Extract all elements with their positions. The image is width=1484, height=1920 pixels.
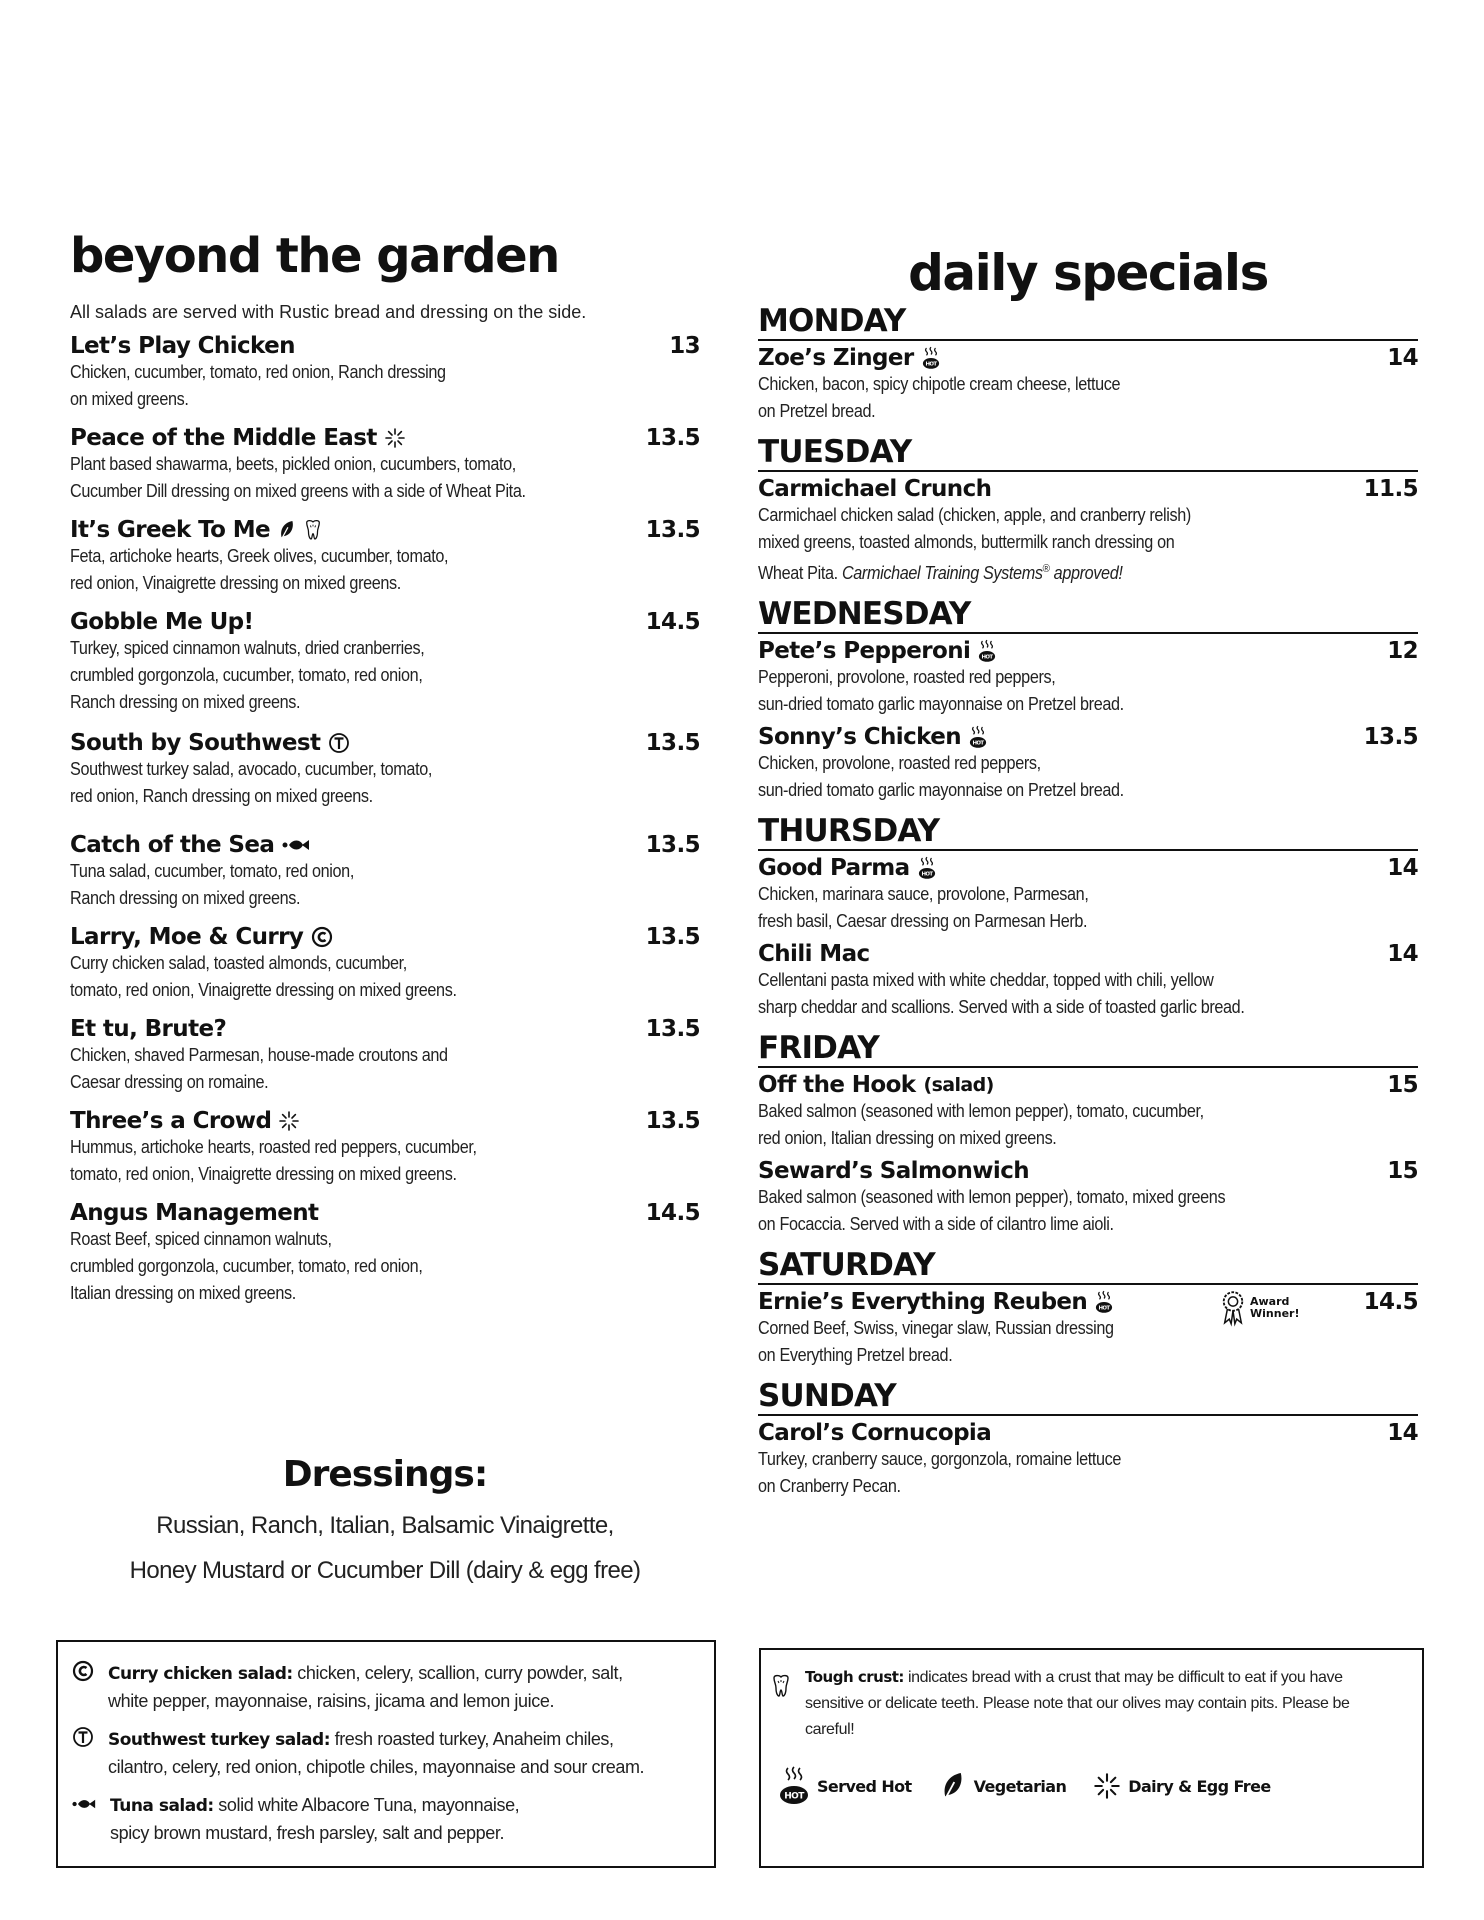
- dairy-egg-free-icon: [385, 428, 405, 448]
- item-price: 12: [1387, 638, 1418, 664]
- item-desc-line: Southwest turkey salad, avocado, cucumber, tomato,: [70, 759, 433, 779]
- desc-italic: approved!: [1053, 563, 1123, 583]
- legend-text: sensitive or delicate teeth. Please note that our olives may contain pits. Please be: [805, 1695, 1350, 1712]
- item-desc-line: Hummus, artichoke hearts, roasted red peppers, cucumber,: [70, 1137, 477, 1157]
- item-desc-line: [758, 556, 1417, 587]
- item-price: 13.5: [645, 425, 700, 451]
- item-price: 13.5: [645, 730, 700, 756]
- desc-text: Wheat Pita.: [758, 563, 838, 583]
- curry-chicken-icon: [311, 926, 333, 948]
- item-desc-line: crumbled gorgonzola, cucumber, tomato, red onion,: [70, 1256, 423, 1276]
- item-desc-line: Baked salmon (seasoned with lemon pepper), tomato, mixed greens: [758, 1187, 1226, 1207]
- hot-badge-text: HOT: [784, 1791, 804, 1802]
- item-price: 14.5: [645, 609, 700, 635]
- item-desc-line: Roast Beef, spiced cinnamon walnuts,: [70, 1229, 332, 1249]
- item-desc-line: Ranch dressing on mixed greens.: [70, 888, 301, 908]
- item-desc-line: Chicken, cucumber, tomato, red onion, Ranch dressing: [70, 362, 446, 382]
- southwest-turkey-icon: [328, 732, 350, 754]
- item-price: 13.5: [1363, 724, 1418, 750]
- menu-item: [758, 855, 1418, 935]
- southwest-turkey-icon: [72, 1726, 94, 1748]
- day-thursday: THURSDAY: [758, 816, 1418, 851]
- menu-item: [758, 1420, 1418, 1500]
- garden-title: beyond the garden: [70, 228, 559, 284]
- item-desc-line: Feta, artichoke hearts, Greek olives, cucumber, tomato,: [70, 546, 449, 566]
- salad-footnotes-box: [56, 1640, 716, 1868]
- item-price: 14: [1387, 855, 1418, 881]
- item-name: Three’s a Crowd: [70, 1108, 272, 1134]
- item-price: 11.5: [1363, 476, 1418, 502]
- menu-item: [758, 1289, 1418, 1369]
- item-desc-line: tomato, red onion, Vinaigrette dressing on mixed greens.: [70, 1164, 457, 1184]
- item-name: It’s Greek To Me: [70, 517, 271, 543]
- footnote-text: cilantro, celery, red onion, chipotle chiles, mayonnaise and sour cream.: [108, 1757, 645, 1777]
- item-name: South by Southwest: [70, 730, 321, 756]
- item-desc-line: Turkey, spiced cinnamon walnuts, dried cranberries,: [70, 638, 425, 658]
- menu-item: [70, 1108, 700, 1188]
- day-tuesday: TUESDAY: [758, 437, 1418, 472]
- garden-section: [70, 228, 700, 1307]
- footnote-text: fresh roasted turkey, Anaheim chiles,: [330, 1729, 614, 1749]
- item-desc-line: Italian dressing on mixed greens.: [70, 1283, 296, 1303]
- item-name: Ernie’s Everything Reuben: [758, 1289, 1088, 1315]
- item-desc-line: tomato, red onion, Vinaigrette dressing on mixed greens.: [70, 980, 457, 1000]
- menu-item: [70, 1016, 700, 1096]
- item-desc-line: Chicken, provolone, roasted red peppers,: [758, 753, 1041, 773]
- legend-box: [759, 1648, 1424, 1868]
- served-hot-icon: [922, 346, 940, 370]
- item-desc-line: Carmichael chicken salad (chicken, apple, and cranberry relish): [758, 505, 1191, 525]
- item-name: Off the Hook: [758, 1072, 916, 1098]
- item-name: Pete’s Pepperoni: [758, 638, 971, 664]
- item-price: 13: [669, 333, 700, 359]
- item-name: Catch of the Sea: [70, 832, 275, 858]
- curry-chicken-icon: [72, 1660, 94, 1682]
- menu-item: [758, 724, 1418, 804]
- footnote-text: spicy brown mustard, fresh parsley, salt and pepper.: [110, 1823, 505, 1843]
- desc-italic: Carmichael Training Systems: [841, 563, 1043, 583]
- fish-icon: [72, 1796, 96, 1812]
- item-price: 14.5: [1363, 1289, 1418, 1315]
- item-desc-line: sun-dried tomato garlic mayonnaise on Pretzel bread.: [758, 780, 1124, 800]
- item-desc-line: Plant based shawarma, beets, pickled onion, cucumbers, tomato,: [70, 454, 516, 474]
- item-desc-line: Baked salmon (seasoned with lemon pepper), tomato, cucumber,: [758, 1101, 1204, 1121]
- item-name: Carol’s Cornucopia: [758, 1420, 992, 1446]
- item-name: Et tu, Brute?: [70, 1016, 227, 1042]
- menu-item: [758, 638, 1418, 718]
- legend-label: Served Hot: [817, 1776, 912, 1796]
- legend-tough-crust: [771, 1664, 1350, 1743]
- legend-vegetarian: [940, 1769, 1067, 1803]
- item-desc-line: Caesar dressing on romaine.: [70, 1072, 269, 1092]
- item-name: Larry, Moe & Curry: [70, 924, 304, 950]
- menu-item: [70, 425, 700, 505]
- item-desc-line: Cucumber Dill dressing on mixed greens with a side of Wheat Pita.: [70, 481, 526, 501]
- menu-item: [758, 476, 1418, 587]
- footnote-curry: [72, 1660, 623, 1715]
- dairy-egg-free-icon: [1094, 1773, 1120, 1799]
- menu-item: [70, 924, 700, 1004]
- dressings-section: [70, 1454, 700, 1593]
- menu-item: [70, 609, 700, 716]
- item-desc-line: on Everything Pretzel bread.: [758, 1345, 953, 1365]
- item-desc-line: Chicken, marinara sauce, provolone, Parmesan,: [758, 884, 1089, 904]
- menu-item: [758, 941, 1418, 1021]
- footnote-label: Curry chicken salad:: [108, 1664, 293, 1684]
- item-price: 14: [1387, 1420, 1418, 1446]
- garden-intro: All salads are served with Rustic bread and dressing on the side.: [70, 302, 587, 322]
- item-name: Gobble Me Up!: [70, 609, 254, 635]
- item-name: Seward’s Salmonwich: [758, 1158, 1030, 1184]
- item-price: 13.5: [645, 924, 700, 950]
- day-wednesday: WEDNESDAY: [758, 599, 1418, 634]
- award-text: Award: [1250, 1295, 1290, 1308]
- menu-item: [758, 345, 1418, 425]
- footnote-text: white pepper, mayonnaise, raisins, jicama and lemon juice.: [108, 1691, 555, 1711]
- item-name: Sonny’s Chicken: [758, 724, 961, 750]
- item-desc-line: sun-dried tomato garlic mayonnaise on Pretzel bread.: [758, 694, 1124, 714]
- item-desc-line: on Cranberry Pecan.: [758, 1476, 901, 1496]
- menu-item: [758, 1158, 1418, 1238]
- menu-item: [70, 730, 700, 810]
- legend-label: Dairy & Egg Free: [1128, 1776, 1271, 1796]
- item-desc-line: red onion, Italian dressing on mixed greens.: [758, 1128, 1057, 1148]
- menu-item: [70, 517, 700, 597]
- item-desc-line: crumbled gorgonzola, cucumber, tomato, red onion,: [70, 665, 423, 685]
- item-name: Carmichael Crunch: [758, 476, 992, 502]
- footnote-label: Tuna salad:: [110, 1796, 214, 1816]
- item-desc-line: Ranch dressing on mixed greens.: [70, 692, 301, 712]
- legend-icons: [779, 1766, 1271, 1806]
- item-desc-line: Cellentani pasta mixed with white cheddar, topped with chili, yellow: [758, 970, 1214, 990]
- item-desc-line: red onion, Vinaigrette dressing on mixed greens.: [70, 573, 401, 593]
- item-name: Peace of the Middle East: [70, 425, 377, 451]
- tough-crust-icon: [771, 1674, 791, 1698]
- item-desc-line: Curry chicken salad, toasted almonds, cucumber,: [70, 953, 407, 973]
- item-price: 13.5: [645, 517, 700, 543]
- item-name: Zoe’s Zinger: [758, 345, 914, 371]
- dressings-line: Russian, Ranch, Italian, Balsamic Vinaigrette,: [156, 1512, 614, 1539]
- item-price: 13.5: [645, 1016, 700, 1042]
- legend-label: Vegetarian: [973, 1776, 1067, 1796]
- day-saturday: SATURDAY: [758, 1250, 1418, 1285]
- award-text: Winner!: [1250, 1307, 1300, 1320]
- item-desc-line: Chicken, shaved Parmesan, house-made croutons and: [70, 1045, 448, 1065]
- item-price: 14: [1387, 941, 1418, 967]
- legend-label: Tough crust:: [805, 1668, 904, 1686]
- footnote-tuna: [72, 1792, 519, 1847]
- day-friday: FRIDAY: [758, 1033, 1418, 1068]
- legend-dairy-egg-free: [1094, 1773, 1270, 1799]
- item-desc-line: red onion, Ranch dressing on mixed greens.: [70, 786, 373, 806]
- item-desc-line: on mixed greens.: [70, 389, 189, 409]
- day-sunday: SUNDAY: [758, 1381, 1418, 1416]
- item-desc-line: Tuna salad, cucumber, tomato, red onion,: [70, 861, 354, 881]
- item-price: 14.5: [645, 1200, 700, 1226]
- item-desc-line: Chicken, bacon, spicy chipotle cream cheese, lettuce: [758, 374, 1121, 394]
- menu-item: [70, 832, 700, 912]
- vegetarian-icon: [940, 1769, 966, 1803]
- item-name: Chili Mac: [758, 941, 870, 967]
- legend-text: careful!: [805, 1721, 855, 1738]
- served-hot-icon: [779, 1766, 809, 1806]
- footnote-label: Southwest turkey salad:: [108, 1730, 331, 1750]
- item-desc-line: Pepperoni, provolone, roasted red peppers,: [758, 667, 1056, 687]
- tough-crust-icon: [304, 519, 322, 541]
- item-desc-line: on Pretzel bread.: [758, 401, 876, 421]
- item-desc-line: on Focaccia. Served with a side of cilantro lime aioli.: [758, 1214, 1114, 1234]
- served-hot-icon: [918, 856, 936, 880]
- menu-item: [70, 1200, 700, 1307]
- item-price: 13.5: [645, 1108, 700, 1134]
- item-desc-line: mixed greens, toasted almonds, buttermilk ranch dressing on: [758, 532, 1175, 552]
- served-hot-icon: [1095, 1290, 1113, 1314]
- menu-item: [758, 1072, 1418, 1152]
- item-name: Angus Management: [70, 1200, 319, 1226]
- item-desc-line: fresh basil, Caesar dressing on Parmesan Herb.: [758, 911, 1088, 931]
- item-price: 13.5: [645, 832, 700, 858]
- served-hot-icon: [969, 725, 987, 749]
- item-price: 14: [1387, 345, 1418, 371]
- registered-mark: ®: [1042, 563, 1050, 575]
- footnote-text: solid white Albacore Tuna, mayonnaise,: [213, 1795, 520, 1815]
- footnote-turkey: [72, 1726, 644, 1781]
- served-hot-icon: [978, 639, 996, 663]
- item-desc-line: Turkey, cranberry sauce, gorgonzola, romaine lettuce: [758, 1449, 1122, 1469]
- item-name: Good Parma: [758, 855, 910, 881]
- item-price: 15: [1387, 1072, 1418, 1098]
- specials-title: daily specials: [908, 244, 1268, 302]
- menu-item: [70, 333, 700, 413]
- item-desc-line: Corned Beef, Swiss, vinegar slaw, Russian dressing: [758, 1318, 1114, 1338]
- dressings-title: Dressings:: [282, 1454, 488, 1495]
- day-monday: MONDAY: [758, 306, 1418, 341]
- fish-icon: [282, 837, 310, 853]
- footnote-text: chicken, celery, scallion, curry powder, salt,: [292, 1663, 623, 1683]
- dairy-egg-free-icon: [279, 1111, 299, 1131]
- item-tag: (salad): [923, 1074, 994, 1096]
- item-name: Let’s Play Chicken: [70, 333, 295, 359]
- dressings-line: Honey Mustard or Cucumber Dill (dairy & egg free): [129, 1557, 641, 1584]
- legend-served-hot: [779, 1766, 912, 1806]
- item-desc-line: sharp cheddar and scallions. Served with a side of toasted garlic bread.: [758, 997, 1245, 1017]
- legend-text: indicates bread with a crust that may be difficult to eat if you have: [903, 1669, 1343, 1686]
- vegetarian-icon: [278, 519, 296, 541]
- item-price: 15: [1387, 1158, 1418, 1184]
